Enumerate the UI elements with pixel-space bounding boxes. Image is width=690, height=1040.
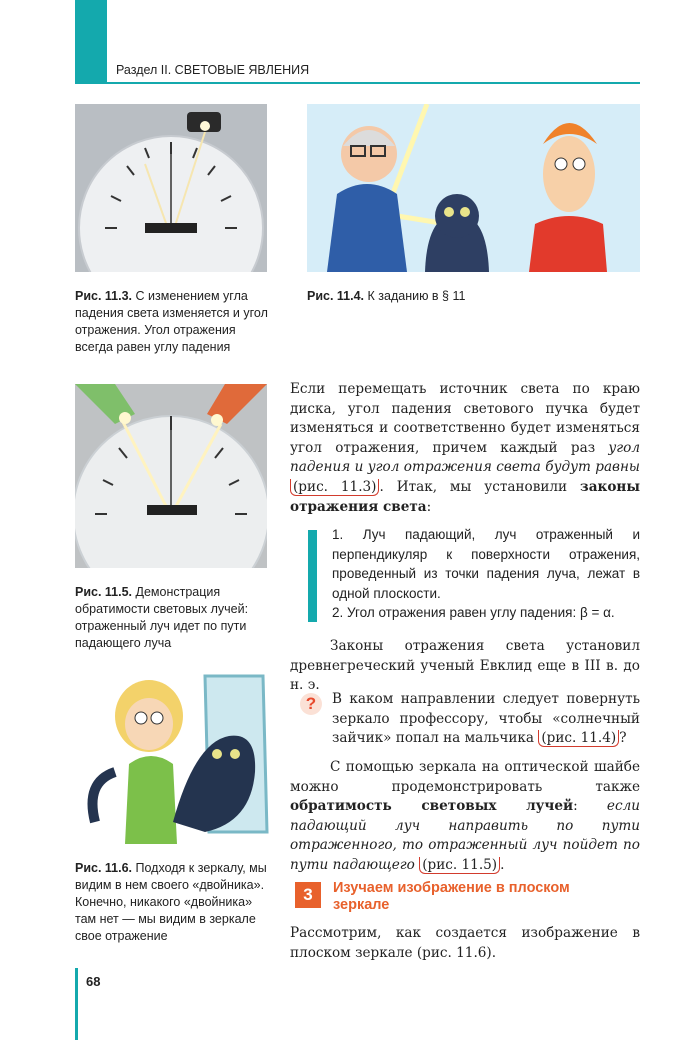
subsection-number: 3 (303, 885, 313, 904)
figure-11-3-text: С изменением угла падения света изменяется и угол отражения. Угол отражения всегда равен углу падения (75, 289, 268, 354)
paragraph-3-figure-ref[interactable]: (рис. 11.5) (419, 857, 500, 874)
paragraph-1-text-a: Если перемещать источник света по краю диска, угол падения светового пучка будет изменяться и соответственно будет изменяться угол отражения, причем каждый раз (290, 381, 640, 456)
paragraph-1-italic: угол падения и угол отражения света будут равны (290, 439, 640, 476)
figure-11-3-caption (75, 288, 271, 356)
laws-accent-bar (308, 530, 317, 622)
question-end: ? (619, 730, 627, 747)
paragraph-3-bold: обратимость световых лучей (290, 798, 574, 815)
figure-11-5-text: Демонстрация обратимости световых лучей: отраженный луч идет по пути падающего луча (75, 585, 249, 650)
header-accent-bar (75, 0, 107, 84)
laws-box (332, 525, 640, 623)
figure-11-5-label: Рис. 11.5. (75, 585, 133, 599)
paragraph-4: Рассмотрим, как создается изображение в плоском зеркале (рис. 11.6). (290, 925, 640, 961)
figure-11-3-label: Рис. 11.3. (75, 289, 133, 303)
question (332, 690, 640, 749)
figure-11-5-image (75, 384, 267, 568)
paragraph-3-colon: : (573, 798, 578, 815)
figure-11-3-image (75, 104, 267, 272)
paragraph-1-text-c: : (426, 498, 432, 515)
paragraph-1 (290, 380, 640, 517)
figure-11-4-caption (307, 288, 607, 305)
paragraph-3-text-a: С помощью зеркала на оптической шайбе можно продемонстрировать также (290, 759, 640, 795)
law-2: 2. Угол отражения равен углу падения: β = α. (332, 605, 615, 620)
figure-11-6-caption (75, 860, 271, 945)
paragraph-2: Законы отражения света установил древнегреческий ученый Евклид еще в III в. до н. э. (290, 638, 640, 694)
paragraph-1-bold: законы отражения света (290, 478, 640, 515)
header-rule (75, 82, 640, 84)
paragraph-3-end: . (500, 856, 505, 873)
question-mark: ? (305, 694, 317, 713)
footer-accent-bar (75, 968, 78, 1040)
figure-11-6-label: Рис. 11.6. (75, 861, 133, 875)
paragraph-1-text-b: . Итак, мы установили (379, 478, 568, 495)
section-title: Раздел II. СВЕТОВЫЕ ЯВЛЕНИЯ (116, 63, 310, 77)
paragraph-1-figure-ref[interactable]: (рис. 11.3) (290, 479, 379, 496)
figure-11-6-image (85, 672, 271, 844)
figure-11-4-image (307, 104, 640, 272)
paragraph-3-italic: если падающий луч направить по пути отраженного, то отраженный луч пойдет по пути падающего (290, 798, 640, 873)
law-1: 1. Луч падающий, луч отраженный и перпендикуляр к поверхности отражения, проведенный из точки падения луча, лежат в одной плоскости. (332, 527, 640, 601)
figure-11-6-text: Подходя к зеркалу, мы видим в нем своего «двойника». Конечно, никакого «двойника» там нет — мы видим в зеркале свое отражение (75, 861, 267, 943)
paragraph-3 (290, 758, 640, 876)
question-figure-ref[interactable]: (рис. 11.4) (538, 730, 619, 747)
page-number: 68 (86, 974, 101, 989)
figure-11-5-caption (75, 584, 267, 652)
subsection-number-badge (295, 882, 321, 908)
figure-11-4-label: Рис. 11.4. (307, 289, 365, 303)
question-icon (300, 693, 322, 715)
subsection-title: Изучаем изображение в плоском зеркале (333, 880, 570, 913)
figure-11-4-text: К заданию в § 11 (367, 289, 466, 303)
question-text: В каком направлении следует повернуть зеркало профессору, чтобы «солнечный зайчик» попал на мальчика (332, 691, 640, 747)
